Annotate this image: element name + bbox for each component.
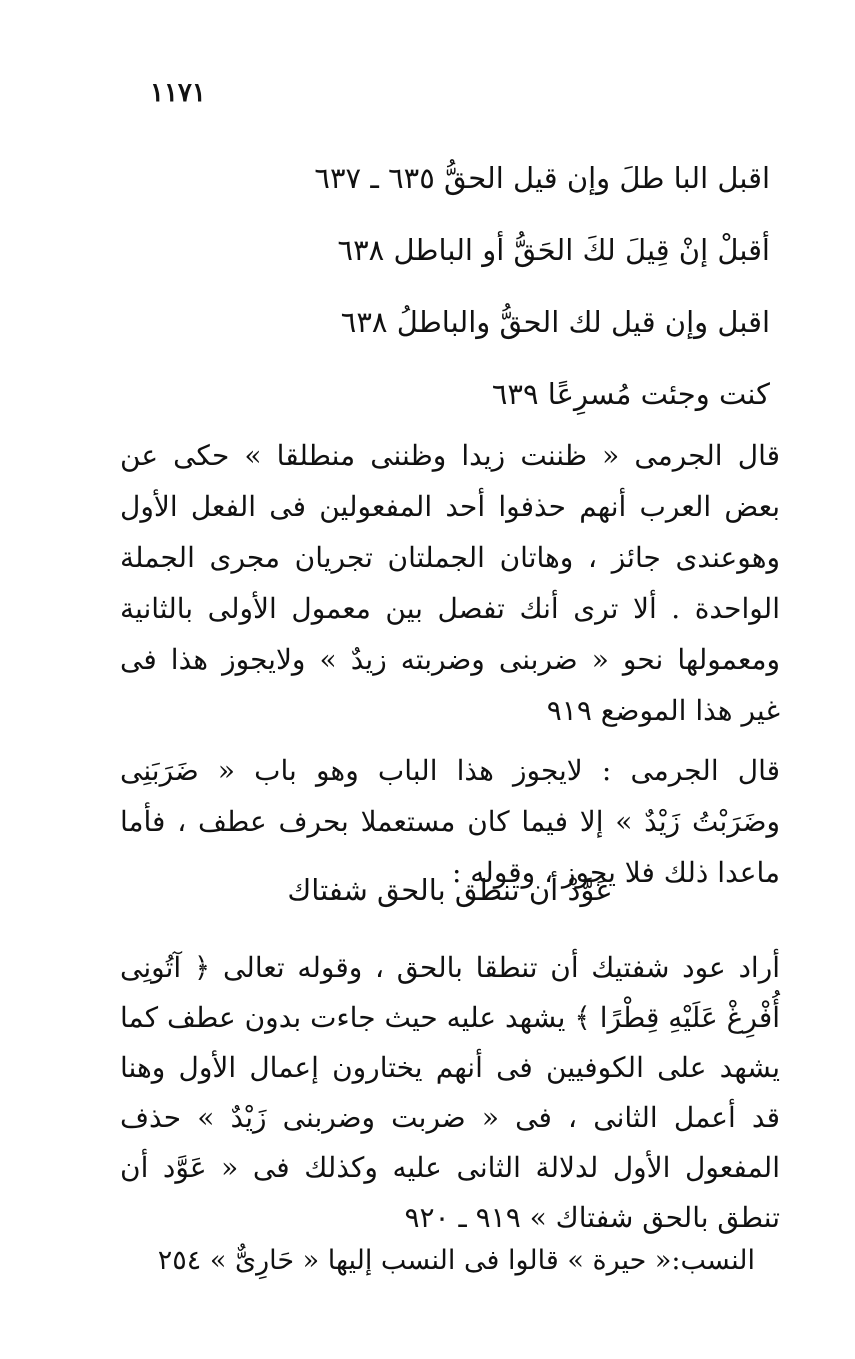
quoted-verse: عَوَّدْ أن تنطق بالحق شفتاك xyxy=(287,873,613,907)
index-entry-nasab: النسب:« حيرة » قالوا فى النسب إليها « حَارِىٌّ » ٢٥٤ xyxy=(157,1245,755,1276)
paragraph-jarmi-1: قال الجرمى « ظننت زيدا وظننى منطلقا » حكى عن بعض العرب أنهم حذفوا أحد المفعولين فى الفعل الأول وهوعندى جائز ، وهاتان الجملتان تجريان مجرى الجملة الواحدة . ألا ترى أنك تفصل بين معمول الأولى بالثانية ومعمولها نحو « ضربنى وضربته زيدٌ » ولايجوز هذا فى غير هذا الموضع ٩١٩ xyxy=(120,439,780,727)
page-number: ١١٧١ xyxy=(150,78,206,108)
verse-entry: اقبل وإن قيل لك الحقُّ والباطلُ ٦٣٨ xyxy=(340,305,770,339)
paragraph-explanation: أراد عود شفتيك أن تنطقا بالحق ، وقوله تعالى ﴿ آتُونِى أُفْرِغْ عَلَيْهِ قِطْرًا ﴾ يشهد عليه حيث جاءت بدون عطف كما يشهد على الكوفيين فى أنهم يختارون إعمال الأول وهنا قد أعمل الثانى ، فى « ضربت وضربنى زَيْدٌ » حذف المفعول الأول لدلالة الثانى عليه وكذلك فى « عَوَّد أن تنطق بالحق شفتاك » ٩١٩ ـ ٩٢٠ xyxy=(120,951,780,1234)
paragraph-jarmi-2: قال الجرمى : لايجوز هذا الباب وهو باب « ضَرَبَنِى وضَرَبْتُ زَيْدٌ » إلا فيما كان مستعملا بحرف عطف ، فأما ماعدا ذلك فلا يجوز ، وقوله : xyxy=(120,754,780,889)
verse-entry: كنت وجئت مُسرِعًا ٦٣٩ xyxy=(491,377,770,411)
verse-index-list xyxy=(314,142,770,430)
verse-entry: أقبلْ إنْ قِيلَ لكَ الحَقُّ أو الباطل ٦٣٨ xyxy=(337,233,770,267)
verse-entry: اقبل البا طلَ وإن قيل الحقُّ ٦٣٥ ـ ٦٣٧ xyxy=(314,161,770,195)
